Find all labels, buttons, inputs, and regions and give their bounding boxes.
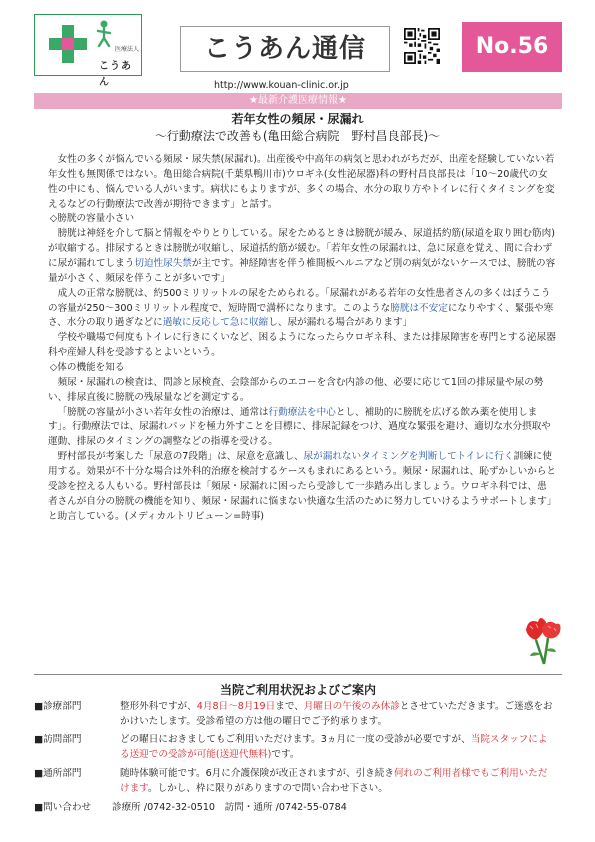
article-paragraph: 「膀胱の容量が小さい若年女性の治療は、通常は行動療法を中心とし、補助的に膀胱を広げる飲み薬を使用します」。行動療法では、尿漏れパッドを極力外すことを目標に、排尿記録をつけ、過度な緊張を避け、適切な水分摂取や運動、排尿のタイミングの調整などの指導を受ける。 (48, 406, 551, 448)
clinic-info-section (34, 674, 562, 822)
info-label: ■訪問部門 (34, 734, 82, 745)
person-figure-icon (93, 19, 115, 47)
issue-number-badge (462, 22, 562, 72)
article-subheading: ◇体の機能を知る (49, 362, 125, 374)
highlight-text: 切迫性尿失禁 (134, 258, 192, 270)
newsletter-title-box (180, 26, 390, 72)
section-banner: ★最新介護医療情報★ (34, 93, 562, 109)
highlight-text: 何れのご利用者様でもご利用いただけます (120, 768, 548, 795)
article-paragraph: 学校や職場で何度もトイレに行きにくいなど、困るようになったらウロギネ科、または排尿障害を専門とする泌尿器科や産婦人科を受診するとよいという。 (48, 332, 556, 359)
article-paragraph: 野村部長が考案した「尿意の7段階」は、尿意を意識し、尿が漏れないタイミングを判断してトイレに行く訓練に使用する。効果が不十分な場合は外科的治療を検討するケースもまれにあるという。頻尿・尿漏れは、恥ずかしいからと受診を控える人もいる。野村部長は「頻尿・尿漏れに困ったら受診して一歩踏み出しましょう。ウロギネ科では、患者さんが自分の膀胱の機能を知り、頻尿・尿漏れに悩まない快適な生活のために努力していけるようサポートします」と助言している。(メディカルトリビューン=時事) (48, 451, 556, 522)
article-title: 若年女性の頻尿・尿漏れ (231, 112, 364, 126)
highlight-text: 過敏に反応して急に収縮 (162, 317, 269, 329)
newsletter-title: こうあん通信 (203, 33, 366, 64)
website-url[interactable]: http://www.kouan-clinic.or.jp (214, 80, 349, 91)
medical-cross-icon (49, 25, 87, 63)
highlight-text: 尿が漏れないタイミングを判断してトイレに行く (303, 451, 514, 463)
info-section-title: 当院ご利用状況およびご案内 (219, 683, 376, 697)
highlight-text: 行動療法を中心 (268, 406, 336, 418)
logo-clinic-name: こうあん (99, 61, 132, 88)
article-subtitle: ～行動療法で改善も(亀田総合病院 野村昌良部長)～ (154, 129, 441, 143)
carnation-icon (514, 610, 568, 666)
article-paragraph: 女性の多くが悩んでいる頻尿・尿失禁(尿漏れ)。出産後や中高年の病気と思われがちだが、出産を経験していない若年女性も無関係ではない。亀田総合病院(千葉県鴨川市)ウロギネ(女性泌尿器)科の野村昌良部長は「10～20歳代の女性の中にも、悩んでいる人がいます。病状にもよりますが、多くの場合、水分の取り方やトイレに行くタイミングを変えるなどの行動療法で改善が期待できます」と話す。 (48, 154, 555, 210)
highlight-text: 4月8日～8月19日 (196, 701, 276, 712)
clinic-logo (34, 14, 142, 88)
highlight-text: 膀胱は不安定 (390, 302, 448, 314)
info-label: ■診療部門 (34, 701, 82, 712)
highlight-text: 月曜日の午後のみ休診 (303, 701, 400, 712)
article-subheading: ◇膀胱の容量小さい (49, 213, 135, 225)
info-label: ■通所部門 (34, 768, 82, 779)
logo-corporation-label: 医療法人 (115, 46, 140, 53)
article-paragraph: 頻尿・尿漏れの検査は、問診と尿検査、会陰部からのエコーを含む内診の他、必要に応じて1回の排尿量や尿の勢い、排尿直後に膀胱の残尿量などを測定する。 (48, 376, 544, 403)
article-paragraph: 成人の正常な膀胱は、約500ミリリットルの尿をためられる。「尿漏れがある若年の女性患者さんの多くはぼうこうの容量が250～300ミリリットル程度で、短時間で満杯になります。このような膀胱は不安定になりやすく、緊張や寒さ、水分の取り過ぎなどに過敏に反応して急に収縮し、尿が漏れる場合があります」 (48, 287, 554, 329)
contact-phone-numbers[interactable]: 診療所 /0742-32-0510 訪問・通所 /0742-55-0784 (112, 802, 347, 813)
article-body (48, 153, 556, 524)
qr-code-icon[interactable] (404, 28, 440, 64)
issue-number: No.56 (475, 33, 549, 59)
info-label: ■問い合わせ (34, 802, 92, 813)
info-text: どの曜日におきましてもご利用いただけます。3ヵ月に一度の受診が必要ですが、当院スタッフによる送迎での受診が可能(送迎代無料)です。 (120, 734, 548, 761)
info-text: 随時体験可能です。6月に介護保険が改正されますが、引き続き何れのご利用者様でもご利用いただけます。しかし、枠に限りがありますので問い合わせ下さい。 (120, 768, 548, 795)
article-paragraph: 膀胱は神経を介して脳と情報をやりとりしている。尿をためるときは膀胱が緩み、尿道括約筋(尿道を取り囲む筋肉)が収縮する。排尿するときは膀胱が収縮し、尿道括約筋が緩む。「若年女性の尿漏れは、急に尿意を覚え、間に合わずに尿が漏れてしまう切迫性尿失禁が主です。神経障害を伴う椎間板ヘルニアなど別の病気がないケースでは、膀胱の容量が小さく、頻尿を伴うことが多いです」 (48, 228, 556, 284)
info-text: 整形外科ですが、4月8日～8月19日まで、月曜日の午後のみ休診とさせていただきます。ご迷惑をおかけいたします。受診希望の方は他の曜日でご予約承ります。 (120, 701, 553, 728)
highlight-text: 当院スタッフによる送迎での受診が可能(送迎代無料) (120, 734, 548, 761)
